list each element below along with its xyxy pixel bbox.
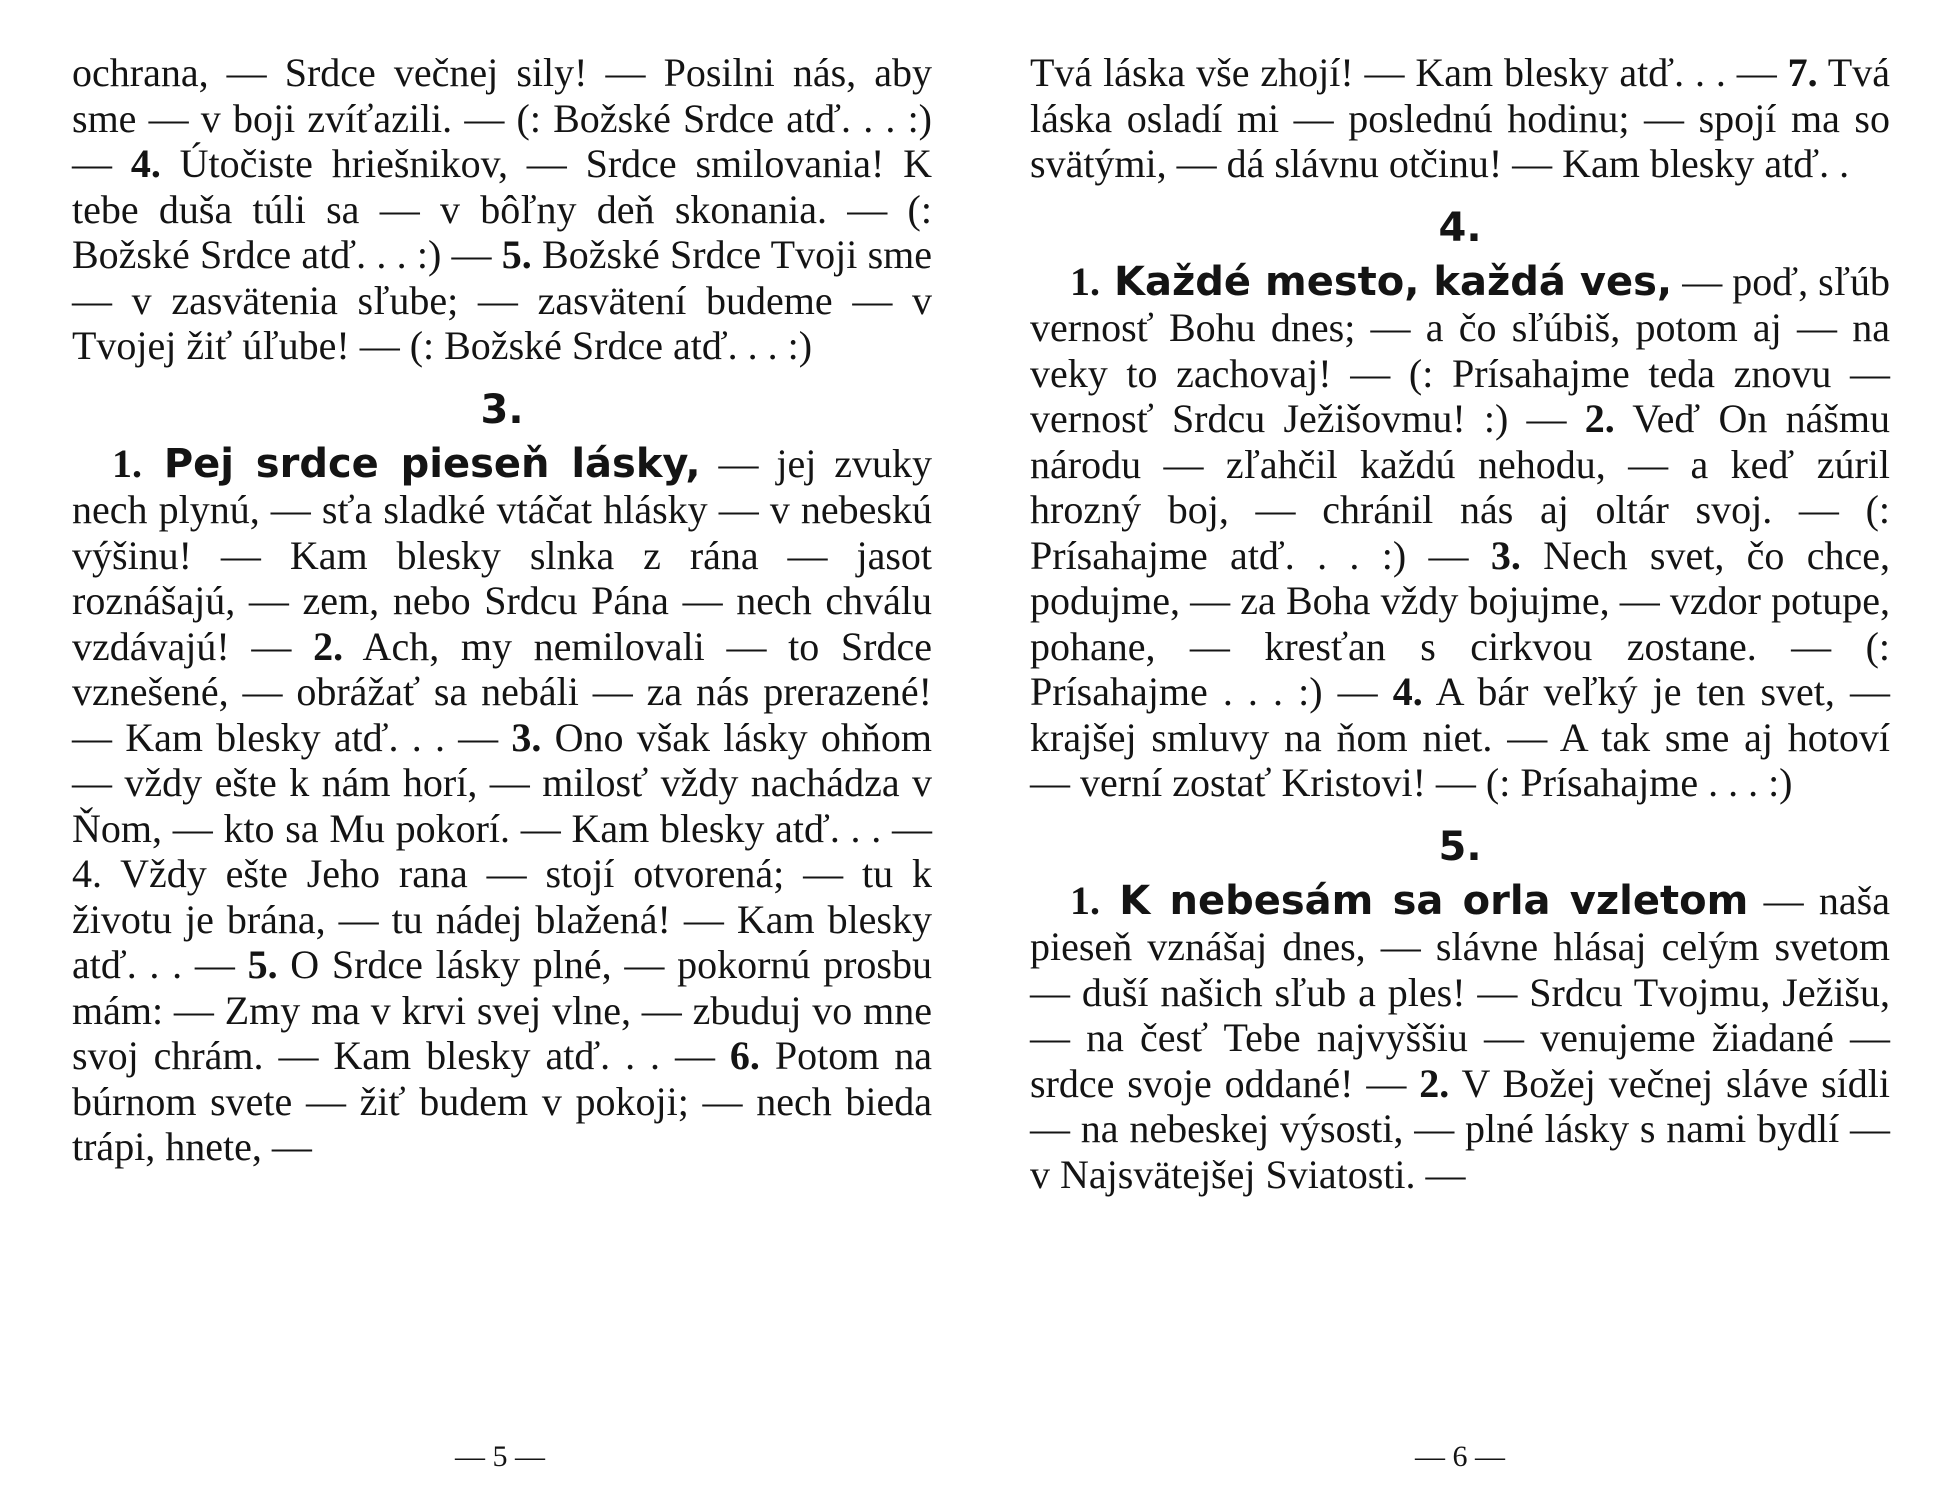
- right-paragraph-1: Tvá láska vše zhojí! — Kam blesky atď. . . — 7. Tvá láska osladí mi — poslednú hodinu; — spojí ma so svätými, — dá slávnu otčinu! — Kam blesky atď. .: [1030, 50, 1890, 186]
- verse-number-6: 6.: [729, 1033, 760, 1078]
- verse-number-3: 3.: [1490, 532, 1521, 578]
- page-number-left: — 5 —: [455, 1440, 545, 1473]
- song-heading-5: 5.: [1438, 823, 1482, 870]
- verse-number-2: 2.: [313, 623, 344, 669]
- song-lead-number: 1.: [1070, 877, 1100, 923]
- left-paragraph-1: ochrana, — Srdce večnej sily! — Posilni nás, aby sme — v boji zvíťazili. — (: Božské Srdce atď. . . :) — 4. Útočiste hriešnikov, — Srdce smilovania! K tebe duša túli sa — v bôľny deň skonania. — (: Božské Srdce atď. . . :) — 5. Božské Srdce Tvoji sme — v zasvätenia sľube; — zasvätení budeme — v Tvojej žiť úľube! — (: Božské Srdce atď. . . :): [72, 50, 932, 368]
- right-paragraph-2: 1. Každé mesto, každá ves, — poď, sľúb vernosť Bohu dnes; — a čo sľúbiš, potom aj — na veky to zachovaj! — (: Prísahajme teda znovu — vernosť Srdcu Ježišovmu! :) — 2. Veď On nášmu národu — zľahčil každú nehodu, — a keď zúril hrozný boj, — chránil nás aj oltár svoj. — (: Prísahajme atď. . . :) — 3. Nech svet, čo chce, podujme, — za Boha vždy bojujme, — vzdor potupe, pohane, — kresťan s cirkvou zostane. — (: Prísahajme . . . :) — 4. A bár veľký je ten svet, — krajšej smluvy na ňom niet. — A tak sme aj hotoví — verní zostať Kristovi! — (: Prísahajme . . . :): [1030, 258, 1891, 805]
- page-number-right: — 6 —: [1415, 1440, 1505, 1473]
- verse-number-3: 3.: [511, 714, 542, 760]
- verse-number-5: 5.: [501, 232, 532, 277]
- verse-number-7: 7.: [1787, 50, 1818, 95]
- right-page: [1030, 50, 1890, 1197]
- song-heading-3: 3.: [480, 386, 524, 433]
- song-first-line: Pej srdce pieseň lásky,: [142, 440, 701, 487]
- song-first-line: Každé mesto, každá ves,: [1100, 258, 1673, 305]
- song-first-line: K nebesám sa orla vzletom: [1100, 877, 1749, 924]
- song-lead-number: 1.: [1070, 258, 1100, 304]
- left-paragraph-2: 1. Pej srdce pieseň lásky, — jej zvuky nech plynú, — sťa sladké vtáčat hlásky — v nebeskú výšinu! — Kam blesky slnka z rána — jasot roznášajú, — zem, nebo Srdcu Pána — nech chválu vzdávajú! — 2. Ach, my nemilovali — to Srdce vznešené, — obrážať sa nebáli — za nás prerazené! — Kam blesky atď. . . — 3. Ono však lásky ohňom — vždy ešte k nám horí, — milosť vždy nachádza v Ňom, — kto sa Mu pokorí. — Kam blesky atď. . . — 4. Vždy ešte Jeho rana — stojí otvorená; — tu k životu je brána, — tu nádej blažená! — Kam blesky atď. . . — 5. O Srdce lásky plné, — pokornú prosbu mám: — Zmy ma v krvi svej vlne, — zbuduj vo mne svoj chrám. — Kam blesky atď. . . — 6. Potom na búrnom svete — žiť budem v pokoji; — nech bieda trápi, hnete, —: [72, 440, 932, 1169]
- right-paragraph-3: 1. K nebesám sa orla vzletom — naša pieseň vznášaj dnes, — slávne hlásaj celým svetom — duší našich sľub a ples! — Srdcu Tvojmu, Ježišu, — na česť Tebe najvyššiu — venujeme žiadané — srdce svoje oddané! — 2. V Božej večnej sláve sídli — na nebeskej výsosti, — plné lásky s nami bydlí — v Najsvätejšej Sviatosti. —: [1030, 877, 1891, 1197]
- verse-number-2: 2.: [1419, 1060, 1450, 1106]
- verse-number-5: 5.: [247, 942, 278, 987]
- song-heading-4: 4.: [1438, 204, 1482, 251]
- verse-number-2: 2.: [1584, 396, 1615, 441]
- song-lead-number: 1.: [112, 440, 142, 486]
- left-page: [72, 50, 932, 1170]
- verse-number-4: 4.: [130, 141, 161, 186]
- verse-number-4: 4.: [1392, 669, 1423, 714]
